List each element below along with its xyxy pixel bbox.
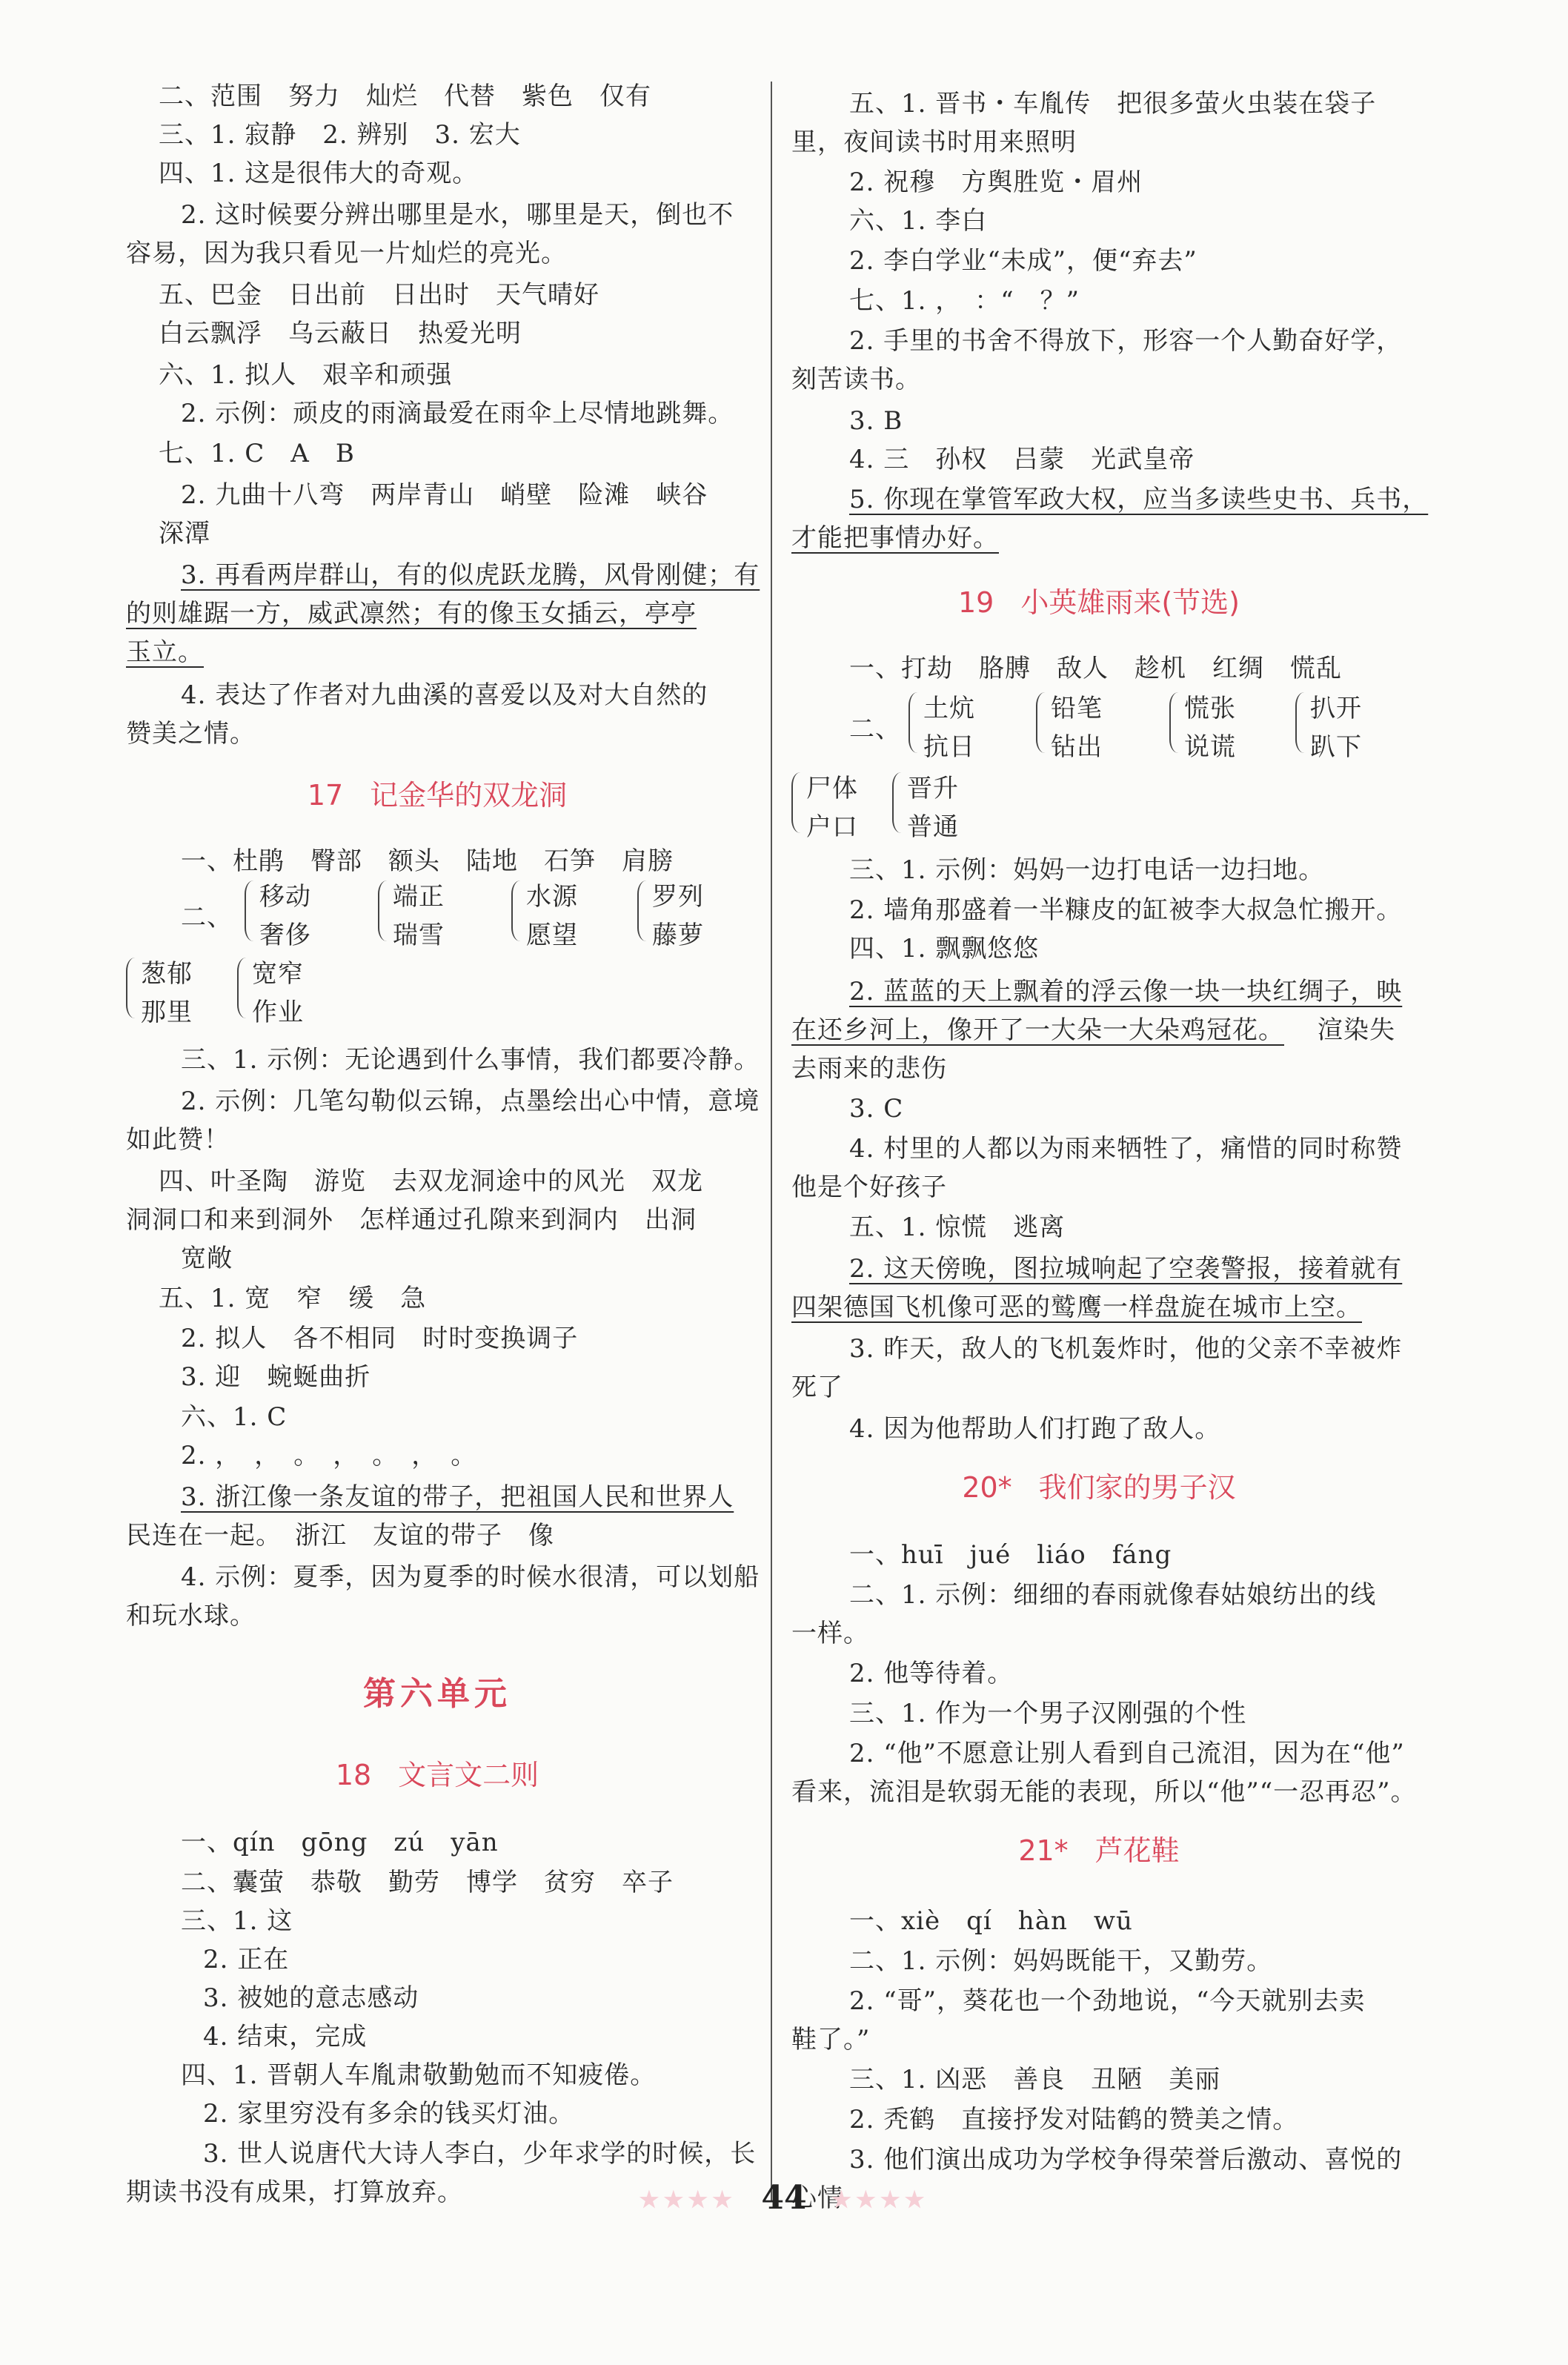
answer-line: 三、1. 示例：无论遇到什么事情，我们都要冷静。	[181, 1045, 760, 1075]
answer-line: 3. 他们演出成功为学校争得荣誉后激动、喜悦的	[849, 2145, 1403, 2175]
answer-line: 七、1. C A B	[159, 439, 355, 468]
brace	[245, 880, 253, 941]
answer-line: 2. 九曲十八弯 两岸青山 峭壁 险滩 峡谷	[181, 480, 708, 510]
answer-line: 一、杜鹃 臀部 额头 陆地 石笋 肩膀	[181, 846, 674, 876]
pinyin-line: 一、xiè qí hàn wū	[849, 1906, 1133, 1936]
word-pair: 扒开	[1310, 694, 1362, 723]
answer-line: 白云飘浮 乌云蔽日 热爱光明	[159, 319, 522, 348]
answer-line: 五、1. 晋书・车胤传 把很多萤火虫装在袋子	[849, 89, 1377, 119]
answer-line: 4. 示例：夏季，因为夏季的时候水很清，可以划船	[181, 1562, 760, 1592]
answer-line: 一样。	[791, 1619, 869, 1648]
word-pair: 水源	[526, 882, 578, 912]
underlined-answer: 在还乡河上，像开了一大朵一大朵鸡冠花。	[791, 1015, 1284, 1045]
word-pair: 端正	[393, 882, 445, 912]
word-pair: 罗列	[652, 882, 704, 912]
page-number: 44	[761, 2179, 807, 2217]
answer-line: 2. ， ， 。 ， 。 ， 。	[181, 1441, 477, 1470]
answer-line: 七、1. ， ：“ ？”	[849, 286, 1080, 316]
answer-line: 深潭	[159, 519, 210, 548]
underlined-answer: 3. 浙江像一条友谊的带子，把祖国人民和世界人	[181, 1482, 734, 1512]
word-pair: 宽窄	[252, 959, 304, 989]
answer-line: 洞洞口和来到洞外 怎样通过孔隙来到洞内 出洞	[126, 1205, 697, 1235]
answer-line: 3. 昨天，敌人的飞机轰炸时，他的父亲不幸被炸	[849, 1334, 1403, 1364]
answer-line: 3. 被她的意志感动	[203, 1983, 419, 2013]
word-pair: 移动	[259, 882, 311, 912]
answer-line: 2. 手里的书舍不得放下，形容一个人勤奋好学，	[849, 326, 1403, 356]
answer-line: 2. 李白学业“未成”，便“弃去”	[849, 246, 1197, 276]
answer-line: 一、打劫 胳膊 敌人 趁机 红绸 慌乱	[849, 654, 1342, 683]
answer-line: 2. 拟人 各不相同 时时变换调子	[181, 1324, 579, 1353]
answer-line: 死了	[791, 1373, 843, 1402]
answer-line: 2. “哥”，葵花也一个劲地说，“今天就别去卖	[849, 1986, 1366, 2016]
answer-line: 3. C	[849, 1094, 904, 1124]
pinyin-line: 一、qín gōng zú yān	[181, 1828, 499, 1857]
answer-line: 四、1. 这是很伟大的奇观。	[159, 159, 479, 188]
right-column	[791, 80, 1429, 2213]
underlined-answer: 玉立。	[126, 637, 204, 667]
answer-line: 2. 正在	[203, 1945, 290, 1974]
word-pair: 葱郁	[141, 959, 193, 989]
answer-line: 三、1. 作为一个男子汉刚强的个性	[849, 1699, 1247, 1728]
left-column	[126, 80, 760, 2207]
answer-line: 刻苦读书。	[791, 365, 921, 394]
brace	[637, 880, 646, 941]
answer-line: 4. 三 孙权 吕蒙 光武皇帝	[849, 445, 1195, 474]
word-pair: 抗日	[923, 732, 975, 762]
answer-line: 他是个好孩子	[791, 1172, 947, 1202]
answer-line: 二、	[181, 903, 233, 932]
word-pair: 瑞雪	[393, 921, 445, 950]
answer-line: 三、1. 寂静 2. 辨别 3. 宏大	[159, 120, 521, 150]
word-pair: 户口	[806, 812, 858, 842]
underlined-answer: 2. 蓝蓝的天上飘着的浮云像一块一块红绸子，映	[849, 977, 1403, 1006]
answer-line: 三、1. 这	[181, 1906, 293, 1936]
brace	[1036, 692, 1045, 753]
word-pair: 那里	[141, 998, 193, 1027]
answer-line: 五、巴金 日出前 日出时 天气晴好	[159, 280, 599, 310]
answer-line: 期读书没有成果，打算放弃。	[126, 2177, 463, 2207]
answer-line: 赞美之情。	[126, 719, 256, 749]
answer-line: 渲染失	[1318, 1015, 1395, 1045]
lesson-heading-17: 17 记金华的双龙洞	[307, 779, 568, 812]
underlined-answer: 3. 再看两岸群山，有的似虎跃龙腾，风骨刚健；有	[181, 560, 760, 590]
word-pair: 土炕	[923, 694, 975, 723]
answer-line: 二、	[849, 714, 901, 744]
answer-line: 2. 这时候要分辨出哪里是水，哪里是天，倒也不	[181, 200, 734, 230]
answer-line: 2. 示例：顽皮的雨滴最爱在雨伞上尽情地跳舞。	[181, 399, 734, 428]
answer-line: 四、叶圣陶 游览 去双龙洞途中的风光 双龙	[159, 1167, 703, 1196]
answer-line: 3. B	[849, 406, 903, 436]
answer-line: 2. 示例：几笔勾勒似云锦，点墨绘出心中情，意境	[181, 1087, 760, 1116]
answer-line: 二、囊萤 恭敬 勤劳 博学 贫穷 卒子	[181, 1868, 674, 1897]
lesson-heading-19: 19 小英雄雨来(节选)	[957, 586, 1240, 619]
brace	[126, 958, 135, 1018]
answer-line: 3. 世人说唐代大诗人李白，少年求学的时候，长	[203, 2139, 757, 2169]
brace	[1169, 692, 1178, 753]
brace	[908, 692, 917, 753]
word-pair: 愿望	[526, 921, 578, 950]
brace	[791, 772, 800, 833]
answer-line: 三、1. 示例：妈妈一边打电话一边扫地。	[849, 855, 1325, 885]
answer-line: 宽敞	[181, 1244, 233, 1273]
word-pair: 慌张	[1184, 694, 1236, 723]
answer-line: 2. 墙角那盛着一半糠皮的缸被李大叔急忙搬开。	[849, 895, 1403, 925]
answer-line: 鞋了。”	[791, 2025, 871, 2054]
lesson-heading-20: 20* 我们家的男子汉	[962, 1471, 1236, 1504]
underlined-answer: 才能把事情办好。	[791, 523, 999, 553]
answer-line: 四、1. 飘飘悠悠	[849, 934, 1040, 963]
underlined-answer: 四架德国飞机像可恶的鹫鹰一样盘旋在城市上空。	[791, 1293, 1362, 1322]
pinyin-line: 一、huī jué liáo fáng	[849, 1540, 1172, 1570]
answer-line: 2. 他等待着。	[849, 1659, 1014, 1688]
answer-line: 2. “他”不愿意让别人看到自己流泪，因为在“他”	[849, 1739, 1405, 1768]
word-pair: 晋升	[907, 774, 959, 803]
word-pair: 铅笔	[1051, 694, 1103, 723]
page-footer	[0, 2179, 1568, 2217]
answer-line: 2. 家里穷没有多余的钱买灯油。	[203, 2099, 575, 2129]
word-pair: 钻出	[1051, 732, 1103, 762]
answer-line: 五、1. 宽 窄 缓 急	[159, 1284, 427, 1313]
answer-line: 二、1. 示例：妈妈既能干，又勤劳。	[849, 1946, 1273, 1976]
lesson-heading-18: 18 文言文二则	[335, 1759, 539, 1791]
word-pair: 尸体	[806, 774, 858, 803]
answer-line: 二、1. 示例：细细的春雨就像春姑娘纺出的线	[849, 1580, 1377, 1610]
answer-line: 去雨来的悲伤	[791, 1054, 947, 1084]
answer-line: 如此赞！	[126, 1125, 230, 1155]
brace	[237, 958, 246, 1018]
word-pair: 奢侈	[259, 921, 311, 950]
word-pair: 普通	[907, 812, 959, 842]
word-pair: 趴下	[1310, 732, 1362, 762]
answer-line: 4. 因为他帮助人们打跑了敌人。	[849, 1414, 1221, 1444]
answer-line: 4. 结束，完成	[203, 2022, 368, 2051]
answer-line: 六、1. 拟人 艰辛和顽强	[159, 360, 453, 390]
brace	[378, 880, 387, 941]
unit-title: 第六单元	[363, 1675, 511, 1713]
answer-line: 和玩水球。	[126, 1601, 256, 1631]
underlined-answer: 5. 你现在掌管军政大权，应当多读些史书、兵书，	[849, 485, 1429, 514]
answer-line: 看来，流泪是软弱无能的表现，所以“他”“一忍再忍”。	[791, 1777, 1417, 1807]
answer-line: 2. 祝穆 方舆胜览・眉州	[849, 167, 1143, 197]
answer-line: 2. 秃鹤 直接抒发对陆鹤的赞美之情。	[849, 2105, 1299, 2135]
word-pair: 藤萝	[652, 921, 704, 950]
word-pair: 说谎	[1184, 732, 1236, 762]
answer-line: 里，夜间读书时用来照明	[791, 127, 1077, 157]
answer-line: 心情	[791, 2183, 843, 2213]
answer-line: 四、1. 晋朝人车胤肃敬勤勉而不知疲倦。	[181, 2060, 657, 2090]
underlined-answer: 2. 这天傍晚，图拉城响起了空袭警报，接着就有	[849, 1254, 1403, 1284]
column-divider	[771, 82, 772, 2201]
answer-line: 三、1. 凶恶 善良 丑陋 美丽	[849, 2065, 1221, 2094]
answer-line: 民连在一起。 浙江 友谊的带子 像	[126, 1521, 554, 1550]
brace	[511, 880, 520, 941]
brace	[892, 772, 901, 833]
answer-line: 五、1. 惊慌 逃离	[849, 1213, 1066, 1242]
lesson-heading-21: 21* 芦花鞋	[1018, 1834, 1180, 1867]
answer-line: 二、范围 努力 灿烂 代替 紫色 仅有	[159, 82, 651, 111]
answer-line: 六、1. C	[181, 1402, 288, 1432]
answer-line: 4. 村里的人都以为雨来牺牲了，痛惜的同时称赞	[849, 1134, 1403, 1164]
answer-line: 3. 迎 蜿蜒曲折	[181, 1362, 371, 1392]
star-decoration-icon: ★★★★	[639, 2187, 737, 2213]
brace	[1295, 692, 1304, 753]
answer-line: 六、1. 李白	[849, 206, 988, 236]
answer-line: 容易，因为我只看见一片灿烂的亮光。	[126, 239, 567, 268]
star-decoration-icon: ★★★★	[831, 2187, 929, 2213]
underlined-answer: 的则雄踞一方，威武凛然；有的像玉女插云，亭亭	[126, 599, 697, 628]
word-pair: 作业	[252, 998, 304, 1027]
answer-line: 4. 表达了作者对九曲溪的喜爱以及对大自然的	[181, 680, 708, 710]
